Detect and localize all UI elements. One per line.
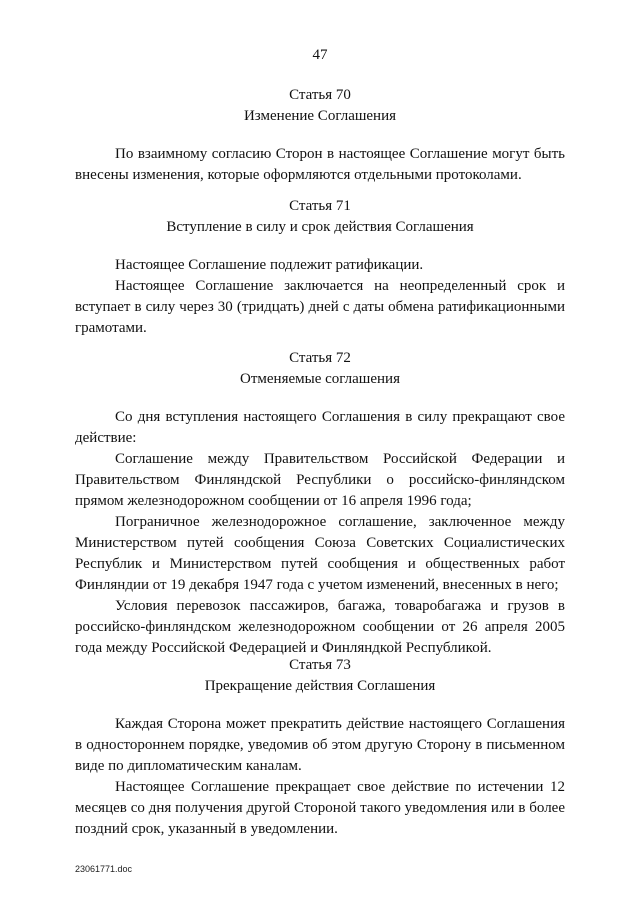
paragraph: Настоящее Соглашение заключается на неопределенный срок и вступает в силу через 30 (тридцать) дней с даты обмена ратификационными грамотами. [75, 278, 565, 336]
article-title: Вступление в силу и срок действия Соглашения [166, 219, 474, 235]
paragraph: Пограничное железнодорожное соглашение, заключенное между Министерством путей сообщения Союза Советских Социалистических Республик и Министерством путей сообщения и общественных работ Финляндии от 19 декабря 1947 года с учетом изменений, внесенных в него; [75, 514, 565, 593]
article-number: Статья 72 [289, 350, 351, 366]
article-title: Прекращение действия Соглашения [204, 678, 436, 694]
article-number: Статья 70 [289, 87, 351, 103]
paragraph: По взаимному согласию Сторон в настоящее Соглашение могут быть внесены изменения, которые оформляются отдельными протоколами. [75, 146, 565, 183]
page-number: 47 [312, 47, 328, 63]
article-title: Отменяемые соглашения [240, 371, 400, 387]
article-number: Статья 71 [289, 198, 351, 214]
article-70 [75, 85, 565, 186]
article-73 [75, 655, 565, 840]
article-71 [75, 196, 565, 339]
paragraph: Условия перевозок пассажиров, багажа, товаробагажа и грузов в российско-финляндском железнодорожном сообщении от 26 апреля 2005 года между Российской Федерацией и Финляндкой Республикой. [75, 598, 565, 656]
paragraph: Настоящее Соглашение подлежит ратификации. [115, 257, 424, 273]
paragraph: Со дня вступления настоящего Соглашения в силу прекращают свое действие: [75, 409, 565, 446]
article-number: Статья 73 [289, 657, 351, 673]
article-72 [75, 348, 565, 659]
paragraph: Каждая Сторона может прекратить действие настоящего Соглашения в одностороннем порядке, уведомив об этом другую Сторону в письменном виде по дипломатическим каналам. [75, 716, 565, 774]
paragraph: Соглашение между Правительством Российской Федерации и Правительством Финляндской Республики о российско-финляндском прямом железнодорожном сообщении от 16 апреля 1996 года; [75, 451, 565, 509]
paragraph: Настоящее Соглашение прекращает свое действие по истечении 12 месяцев со дня получения другой Стороной такого уведомления или в более поздний срок, указанный в уведомлении. [75, 779, 565, 837]
file-name-footer: 23061771.doc [75, 864, 133, 874]
article-title: Изменение Соглашения [243, 108, 397, 124]
